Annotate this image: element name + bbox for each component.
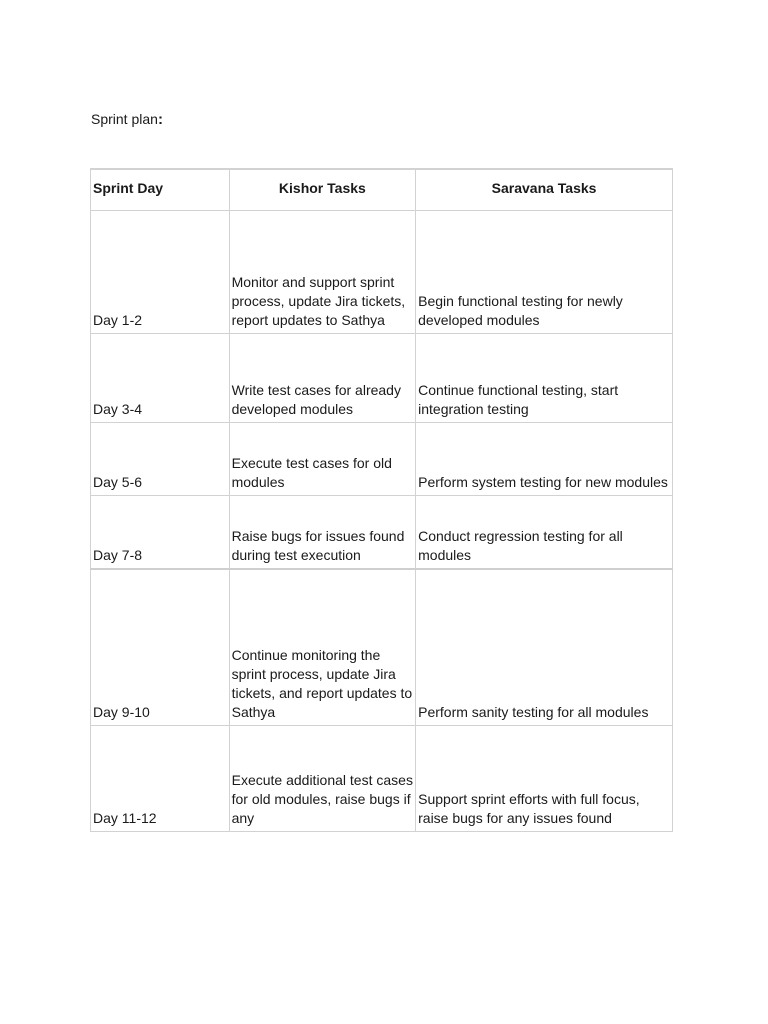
cell-saravana-task: Conduct regression testing for all modules bbox=[416, 496, 673, 569]
table-row bbox=[91, 569, 673, 726]
header-sprint-day: Sprint Day bbox=[91, 169, 230, 211]
header-saravana-tasks: Saravana Tasks bbox=[416, 169, 673, 211]
cell-kishor-task: Execute test cases for old modules bbox=[229, 423, 416, 496]
cell-kishor-task: Write test cases for already developed modules bbox=[229, 334, 416, 423]
page-title-colon: : bbox=[157, 111, 163, 128]
table-row bbox=[91, 423, 673, 496]
page-title-text: Sprint plan bbox=[91, 111, 158, 127]
cell-kishor-task: Raise bugs for issues found during test execution bbox=[229, 496, 416, 569]
cell-day: Day 3-4 bbox=[91, 334, 230, 423]
cell-kishor-task: Monitor and support sprint process, update Jira tickets, report updates to Sathya bbox=[229, 211, 416, 334]
cell-saravana-task: Perform sanity testing for all modules bbox=[416, 569, 673, 726]
header-kishor-tasks: Kishor Tasks bbox=[229, 169, 416, 211]
cell-saravana-task: Continue functional testing, start integration testing bbox=[416, 334, 673, 423]
sprint-plan-table bbox=[90, 168, 673, 832]
cell-saravana-task: Begin functional testing for newly developed modules bbox=[416, 211, 673, 334]
table-row bbox=[91, 334, 673, 423]
page-title bbox=[91, 110, 163, 129]
cell-saravana-task: Perform system testing for new modules bbox=[416, 423, 673, 496]
cell-kishor-task: Execute additional test cases for old modules, raise bugs if any bbox=[229, 726, 416, 832]
cell-day: Day 5-6 bbox=[91, 423, 230, 496]
cell-saravana-task: Support sprint efforts with full focus, raise bugs for any issues found bbox=[416, 726, 673, 832]
table-row bbox=[91, 211, 673, 334]
cell-kishor-task: Continue monitoring the sprint process, update Jira tickets, and report updates to Sathya bbox=[229, 569, 416, 726]
cell-day: Day 9-10 bbox=[91, 569, 230, 726]
cell-day: Day 11-12 bbox=[91, 726, 230, 832]
table-row bbox=[91, 726, 673, 832]
cell-day: Day 1-2 bbox=[91, 211, 230, 334]
table-header-row bbox=[91, 169, 673, 211]
table-row bbox=[91, 496, 673, 569]
cell-day: Day 7-8 bbox=[91, 496, 230, 569]
